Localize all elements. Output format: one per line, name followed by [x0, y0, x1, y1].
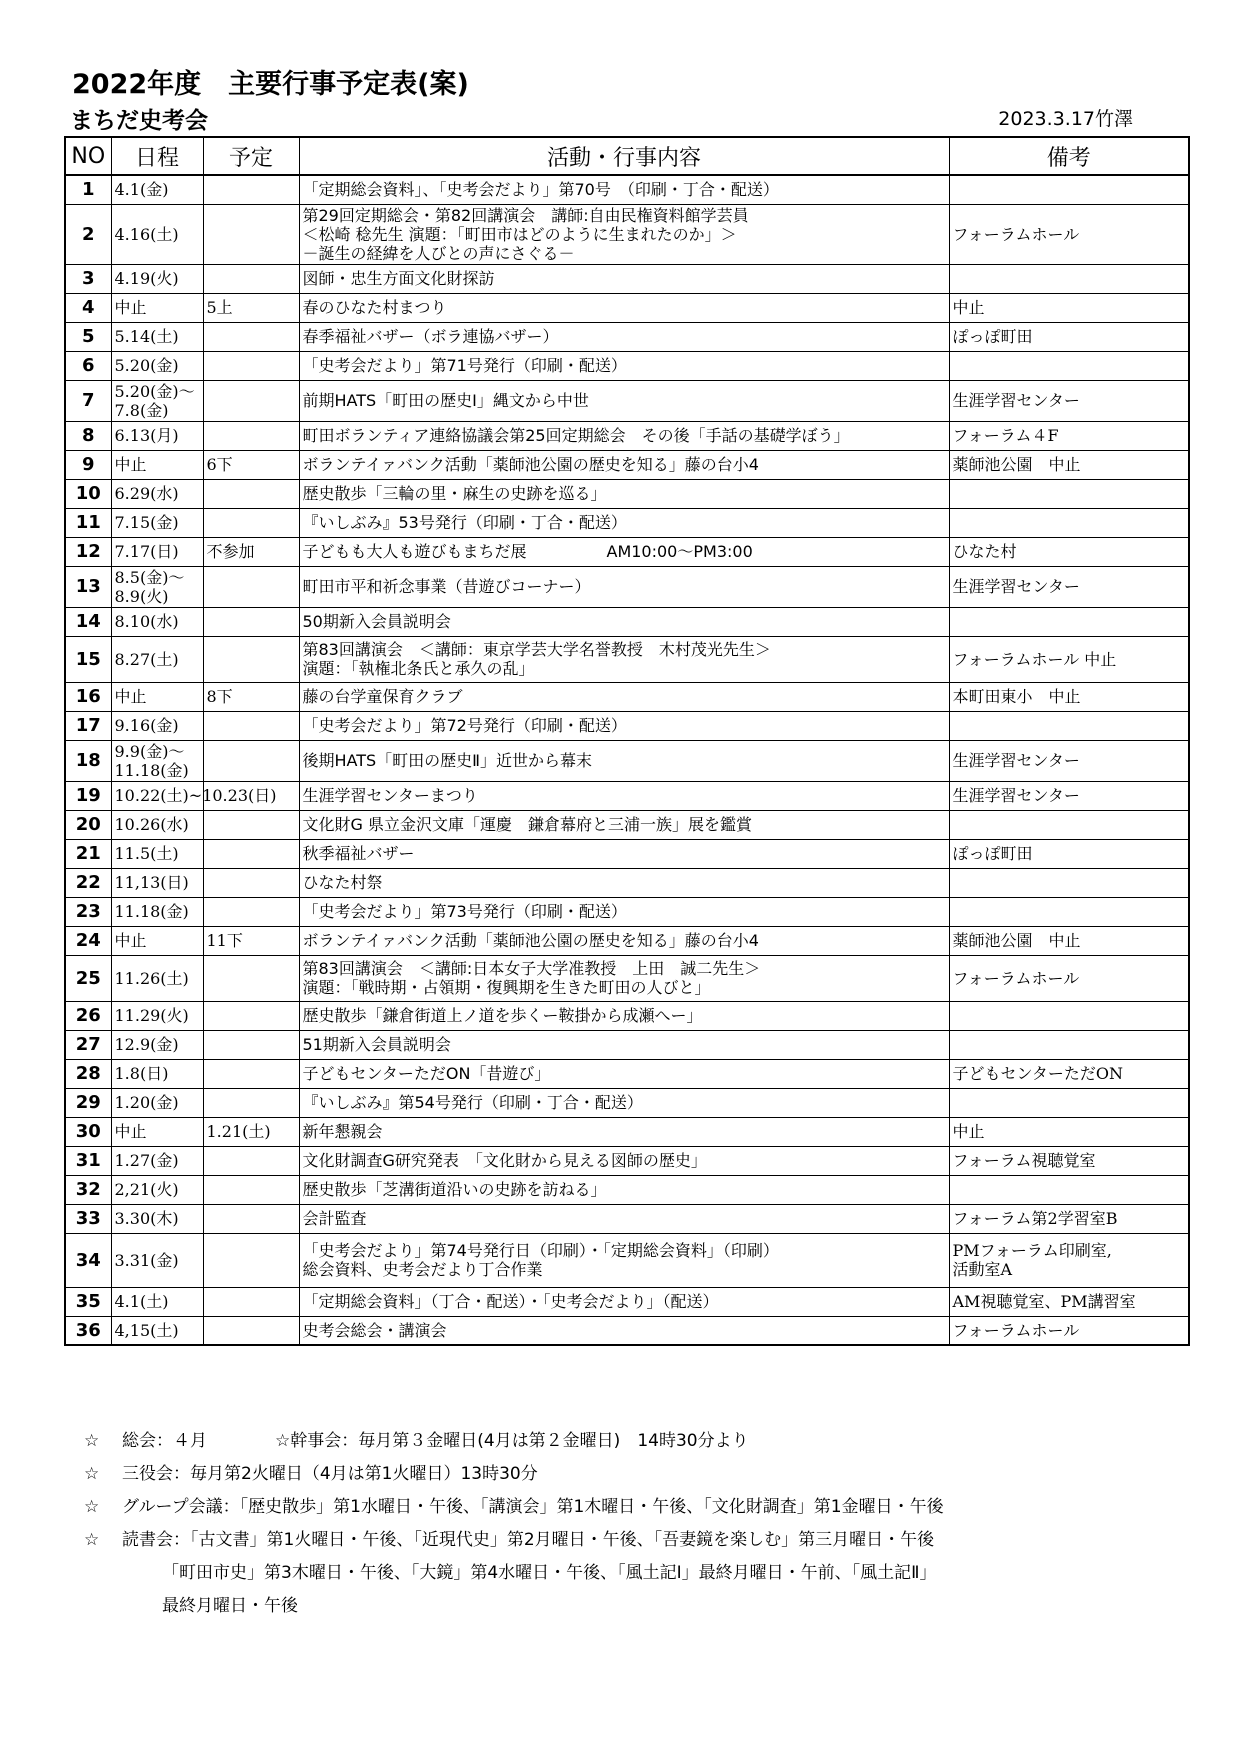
star-icon: ☆	[84, 1497, 100, 1517]
row-remark	[949, 175, 1189, 204]
row-date: 11.26(土)	[111, 955, 203, 1001]
row-remark	[949, 1030, 1189, 1059]
row-number: 21	[65, 839, 111, 868]
row-remark	[949, 351, 1189, 380]
row-activity: 文化財調査G研究発表 「文化財から見える図師の歴史」	[299, 1146, 949, 1175]
table-row	[65, 897, 1189, 926]
row-number: 6	[65, 351, 111, 380]
row-remark	[949, 1088, 1189, 1117]
row-number: 32	[65, 1175, 111, 1204]
table-row	[65, 421, 1189, 450]
row-activity: 第83回講演会 ＜講師：東京学芸大学名誉教授 木村茂光先生＞ 演題：「執権北条氏と承久の乱」	[299, 636, 949, 682]
row-plan: 6下	[203, 450, 299, 479]
table-row	[65, 450, 1189, 479]
row-plan	[203, 711, 299, 740]
row-number: 27	[65, 1030, 111, 1059]
row-date: 8.5(金)～8.9(火)	[111, 566, 203, 607]
row-activity: 歴史散歩「芝溝街道沿いの史跡を訪ねる」	[299, 1175, 949, 1204]
table-row	[65, 1001, 1189, 1030]
row-date: 2,21(火)	[111, 1175, 203, 1204]
row-number: 1	[65, 175, 111, 204]
note-line: ☆ グループ会議：「歴史散歩」第1水曜日・午後、「講演会」第1木曜日・午後、「文化財調査」第1金曜日・午後	[84, 1491, 944, 1524]
row-activity: ひなた村祭	[299, 868, 949, 897]
row-remark	[949, 479, 1189, 508]
schedule-table	[64, 136, 1190, 1346]
row-activity: 第29回定期総会・第82回講演会 講師:自由民権資料館学芸員 ＜松崎 稔先生 演題：「町田市はどのように生まれたのか」＞ －誕生の経緯を人びとの声にさぐる－	[299, 204, 949, 264]
table-row	[65, 781, 1189, 810]
row-date: 中止	[111, 1117, 203, 1146]
row-activity: ボランテイァバンク活動「薬師池公園の歴史を知る」藤の台小4	[299, 450, 949, 479]
table-row	[65, 508, 1189, 537]
row-plan	[203, 1001, 299, 1030]
row-activity: 「定期総会資料」、「史考会だより」第70号 （印刷・丁合・配送）	[299, 175, 949, 204]
row-plan	[203, 868, 299, 897]
row-date: 3.31(金)	[111, 1233, 203, 1287]
table-row	[65, 810, 1189, 839]
row-number: 5	[65, 322, 111, 351]
table-row	[65, 537, 1189, 566]
row-number: 17	[65, 711, 111, 740]
table-row	[65, 926, 1189, 955]
row-remark: 薬師池公園 中止	[949, 450, 1189, 479]
row-activity: 後期HATS「町田の歴史Ⅱ」近世から幕末	[299, 740, 949, 781]
row-date: 中止	[111, 293, 203, 322]
row-plan	[203, 322, 299, 351]
row-activity: 子どもセンターただON「昔遊び」	[299, 1059, 949, 1088]
row-remark: フォーラムホール 中止	[949, 636, 1189, 682]
table-row	[65, 682, 1189, 711]
table-row	[65, 1088, 1189, 1117]
notes-section	[84, 1425, 944, 1623]
row-remark	[949, 810, 1189, 839]
row-remark: フォーラム第2学習室B	[949, 1204, 1189, 1233]
row-remark: ひなた村	[949, 537, 1189, 566]
row-date: 11,13(日)	[111, 868, 203, 897]
table-row	[65, 711, 1189, 740]
table-row	[65, 1204, 1189, 1233]
row-remark: 生涯学習センター	[949, 566, 1189, 607]
row-activity: 前期HATS「町田の歴史Ⅰ」縄文から中世	[299, 380, 949, 421]
note-continuation: 「町田市史」第3木曜日・午後、「大鏡」第4水曜日・午後、「風土記Ⅰ」最終月曜日・午前、「風土記Ⅱ」	[162, 1563, 937, 1583]
row-activity: 史考会総会・講演会	[299, 1316, 949, 1345]
row-activity: 「史考会だより」第74号発行日（印刷）・「定期総会資料」（印刷） 総会資料、史考会だより丁合作業	[299, 1233, 949, 1287]
table-row	[65, 175, 1189, 204]
row-plan	[203, 566, 299, 607]
row-remark: 本町田東小 中止	[949, 682, 1189, 711]
row-remark	[949, 264, 1189, 293]
row-number: 29	[65, 1088, 111, 1117]
row-number: 16	[65, 682, 111, 711]
row-activity: 春のひなた村まつり	[299, 293, 949, 322]
document-date: 2023.3.17竹澤	[998, 108, 1133, 130]
star-icon: ☆	[84, 1530, 100, 1550]
table-row	[65, 1233, 1189, 1287]
row-activity: 新年懇親会	[299, 1117, 949, 1146]
row-activity: 文化財G 県立金沢文庫「運慶 鎌倉幕府と三浦一族」展を鑑賞	[299, 810, 949, 839]
row-remark	[949, 1001, 1189, 1030]
row-number: 31	[65, 1146, 111, 1175]
row-date: 9.9(金)～11.18(金)	[111, 740, 203, 781]
row-number: 26	[65, 1001, 111, 1030]
row-activity: 51期新入会員説明会	[299, 1030, 949, 1059]
row-number: 35	[65, 1287, 111, 1316]
row-date: 11.29(火)	[111, 1001, 203, 1030]
row-date: 1.20(金)	[111, 1088, 203, 1117]
row-number: 9	[65, 450, 111, 479]
row-date: 4.1(金)	[111, 175, 203, 204]
row-plan	[203, 1175, 299, 1204]
row-activity: 「史考会だより」第71号発行（印刷・配送）	[299, 351, 949, 380]
row-number: 14	[65, 607, 111, 636]
row-date: 5.20(金)～7.8(金)	[111, 380, 203, 421]
row-plan	[203, 1287, 299, 1316]
row-remark: 生涯学習センター	[949, 740, 1189, 781]
row-remark: 薬師池公園 中止	[949, 926, 1189, 955]
row-number: 2	[65, 204, 111, 264]
row-date: 8.27(土)	[111, 636, 203, 682]
row-activity: 「定期総会資料」（丁合・配送）・「史考会だより」（配送）	[299, 1287, 949, 1316]
row-activity: 春季福祉バザー（ボラ連協バザー）	[299, 322, 949, 351]
row-plan	[203, 607, 299, 636]
row-activity: 「史考会だより」第73号発行（印刷・配送）	[299, 897, 949, 926]
row-activity: 50期新入会員説明会	[299, 607, 949, 636]
row-remark: ぽっぽ町田	[949, 322, 1189, 351]
row-date: 8.10(水)	[111, 607, 203, 636]
row-date: 3.30(木)	[111, 1204, 203, 1233]
row-plan: 5上	[203, 293, 299, 322]
row-remark: フォーラムホール	[949, 204, 1189, 264]
row-remark	[949, 508, 1189, 537]
row-remark	[949, 607, 1189, 636]
row-activity: ボランテイァバンク活動「薬師池公園の歴史を知る」藤の台小4	[299, 926, 949, 955]
row-remark: 中止	[949, 1117, 1189, 1146]
row-remark: 中止	[949, 293, 1189, 322]
row-date: 中止	[111, 682, 203, 711]
column-header-no: NO	[65, 137, 111, 175]
row-plan	[203, 636, 299, 682]
table-row	[65, 1287, 1189, 1316]
table-row	[65, 839, 1189, 868]
note-line: ☆ 三役会：毎月第2火曜日（4月は第1火曜日）13時30分	[84, 1458, 944, 1491]
table-row	[65, 479, 1189, 508]
row-remark	[949, 711, 1189, 740]
row-plan	[203, 380, 299, 421]
row-plan	[203, 508, 299, 537]
row-remark: PMフォーラム印刷室, 活動室A	[949, 1233, 1189, 1287]
table-row	[65, 636, 1189, 682]
table-row	[65, 1059, 1189, 1088]
row-activity: 歴史散歩「鎌倉街道上ノ道を歩くー鞍掛から成瀬へー」	[299, 1001, 949, 1030]
row-activity: 子どもも大人も遊びもまちだ展 AM10:00～PM3:00	[299, 537, 949, 566]
row-number: 33	[65, 1204, 111, 1233]
row-remark	[949, 1175, 1189, 1204]
row-remark: フォーラムホール	[949, 955, 1189, 1001]
column-header-remark: 備考	[949, 137, 1189, 175]
row-number: 11	[65, 508, 111, 537]
row-plan	[203, 479, 299, 508]
row-activity: 生涯学習センターまつり	[299, 781, 949, 810]
table-row	[65, 1146, 1189, 1175]
table-header-row	[65, 137, 1189, 175]
row-date: 7.17(日)	[111, 537, 203, 566]
row-number: 20	[65, 810, 111, 839]
table-row	[65, 1030, 1189, 1059]
row-date: 7.15(金)	[111, 508, 203, 537]
table-row	[65, 204, 1189, 264]
table-row	[65, 607, 1189, 636]
table-row	[65, 1316, 1189, 1345]
row-plan	[203, 839, 299, 868]
table-row	[65, 351, 1189, 380]
row-date: 1.27(金)	[111, 1146, 203, 1175]
row-activity: 会計監査	[299, 1204, 949, 1233]
row-number: 22	[65, 868, 111, 897]
row-date: 5.20(金)	[111, 351, 203, 380]
row-remark: AM視聴覚室、PM講習室	[949, 1287, 1189, 1316]
row-number: 23	[65, 897, 111, 926]
column-header-activity: 活動・行事内容	[299, 137, 949, 175]
row-activity: 町田市平和祈念事業（昔遊びコーナー）	[299, 566, 949, 607]
row-activity: 図師・忠生方面文化財探訪	[299, 264, 949, 293]
row-plan	[203, 1316, 299, 1345]
row-plan: 8下	[203, 682, 299, 711]
row-date: 6.13(月)	[111, 421, 203, 450]
row-remark: ぽっぽ町田	[949, 839, 1189, 868]
row-remark: フォーラム視聴覚室	[949, 1146, 1189, 1175]
star-icon: ☆	[84, 1464, 100, 1484]
row-activity: 『いしぶみ』第54号発行（印刷・丁合・配送）	[299, 1088, 949, 1117]
row-date: 10.26(水)	[111, 810, 203, 839]
row-date: 11.5(土)	[111, 839, 203, 868]
row-date: 中止	[111, 926, 203, 955]
row-number: 13	[65, 566, 111, 607]
row-number: 30	[65, 1117, 111, 1146]
row-plan	[203, 351, 299, 380]
row-remark: フォーラム４F	[949, 421, 1189, 450]
row-date: 4.19(火)	[111, 264, 203, 293]
column-header-date: 日程	[111, 137, 203, 175]
row-plan	[203, 1088, 299, 1117]
row-plan	[203, 421, 299, 450]
star-icon: ☆	[84, 1431, 100, 1451]
row-number: 10	[65, 479, 111, 508]
row-date: 9.16(金)	[111, 711, 203, 740]
row-activity: 「史考会だより」第72号発行（印刷・配送）	[299, 711, 949, 740]
row-plan	[203, 175, 299, 204]
row-activity: 秋季福祉バザー	[299, 839, 949, 868]
row-plan	[203, 264, 299, 293]
table-row	[65, 1175, 1189, 1204]
row-plan	[203, 955, 299, 1001]
column-header-plan: 予定	[203, 137, 299, 175]
row-date: 4.1(土)	[111, 1287, 203, 1316]
table-row	[65, 293, 1189, 322]
table-row	[65, 566, 1189, 607]
row-number: 3	[65, 264, 111, 293]
table-row	[65, 380, 1189, 421]
row-date: 12.9(金)	[111, 1030, 203, 1059]
row-date: 6.29(水)	[111, 479, 203, 508]
row-number: 36	[65, 1316, 111, 1345]
schedule-rows	[65, 175, 1189, 1345]
row-date: 4,15(土)	[111, 1316, 203, 1345]
row-activity: 藤の台学童保育クラブ	[299, 682, 949, 711]
row-plan	[203, 1146, 299, 1175]
row-remark: 子どもセンターただON	[949, 1059, 1189, 1088]
row-date: 中止	[111, 450, 203, 479]
note-continuation: 最終月曜日・午後	[162, 1596, 298, 1616]
row-number: 34	[65, 1233, 111, 1287]
row-number: 24	[65, 926, 111, 955]
row-activity: 歴史散歩「三輪の里・麻生の史跡を巡る」	[299, 479, 949, 508]
table-row	[65, 740, 1189, 781]
row-number: 15	[65, 636, 111, 682]
row-date: 11.18(金)	[111, 897, 203, 926]
table-row	[65, 264, 1189, 293]
row-remark: 生涯学習センター	[949, 781, 1189, 810]
row-plan	[203, 204, 299, 264]
row-number: 12	[65, 537, 111, 566]
row-date: 10.22(土)~10.23(日)	[111, 781, 203, 810]
note-line: ☆ 読書会：「古文書」第1火曜日・午後、「近現代史」第2月曜日・午後、「吾妻鏡を楽しむ」第三月曜日・午後	[84, 1524, 944, 1557]
row-plan	[203, 1204, 299, 1233]
row-number: 8	[65, 421, 111, 450]
row-plan	[203, 1233, 299, 1287]
row-date: 5.14(土)	[111, 322, 203, 351]
row-date: 4.16(土)	[111, 204, 203, 264]
row-date: 1.8(日)	[111, 1059, 203, 1088]
row-number: 4	[65, 293, 111, 322]
row-remark	[949, 868, 1189, 897]
table-row	[65, 955, 1189, 1001]
page-title: 2022年度 主要行事予定表(案)	[72, 69, 469, 100]
note-line: ☆ 総会：４月 ☆幹事会：毎月第３金曜日(4月は第２金曜日) 14時30分より	[84, 1425, 944, 1458]
row-plan	[203, 1059, 299, 1088]
row-plan: 11下	[203, 926, 299, 955]
row-number: 19	[65, 781, 111, 810]
row-plan: 1.21(土)	[203, 1117, 299, 1146]
row-activity: 『いしぶみ』53号発行（印刷・丁合・配送）	[299, 508, 949, 537]
row-remark	[949, 897, 1189, 926]
table-row	[65, 868, 1189, 897]
row-number: 7	[65, 380, 111, 421]
table-row	[65, 322, 1189, 351]
organization-name: まちだ史考会	[70, 108, 208, 134]
row-activity: 第83回講演会 ＜講師:日本女子大学准教授 上田 誠二先生＞ 演題：「戦時期・占領期・復興期を生きた町田の人びと」	[299, 955, 949, 1001]
row-plan	[203, 810, 299, 839]
row-remark: フォーラムホール	[949, 1316, 1189, 1345]
row-plan	[203, 1030, 299, 1059]
row-plan: 不参加	[203, 537, 299, 566]
row-number: 18	[65, 740, 111, 781]
row-plan	[203, 740, 299, 781]
row-activity: 町田ボランティア連絡協議会第25回定期総会 その後「手話の基礎学ぼう」	[299, 421, 949, 450]
row-remark: 生涯学習センター	[949, 380, 1189, 421]
row-plan	[203, 897, 299, 926]
table-row	[65, 1117, 1189, 1146]
row-number: 25	[65, 955, 111, 1001]
row-number: 28	[65, 1059, 111, 1088]
